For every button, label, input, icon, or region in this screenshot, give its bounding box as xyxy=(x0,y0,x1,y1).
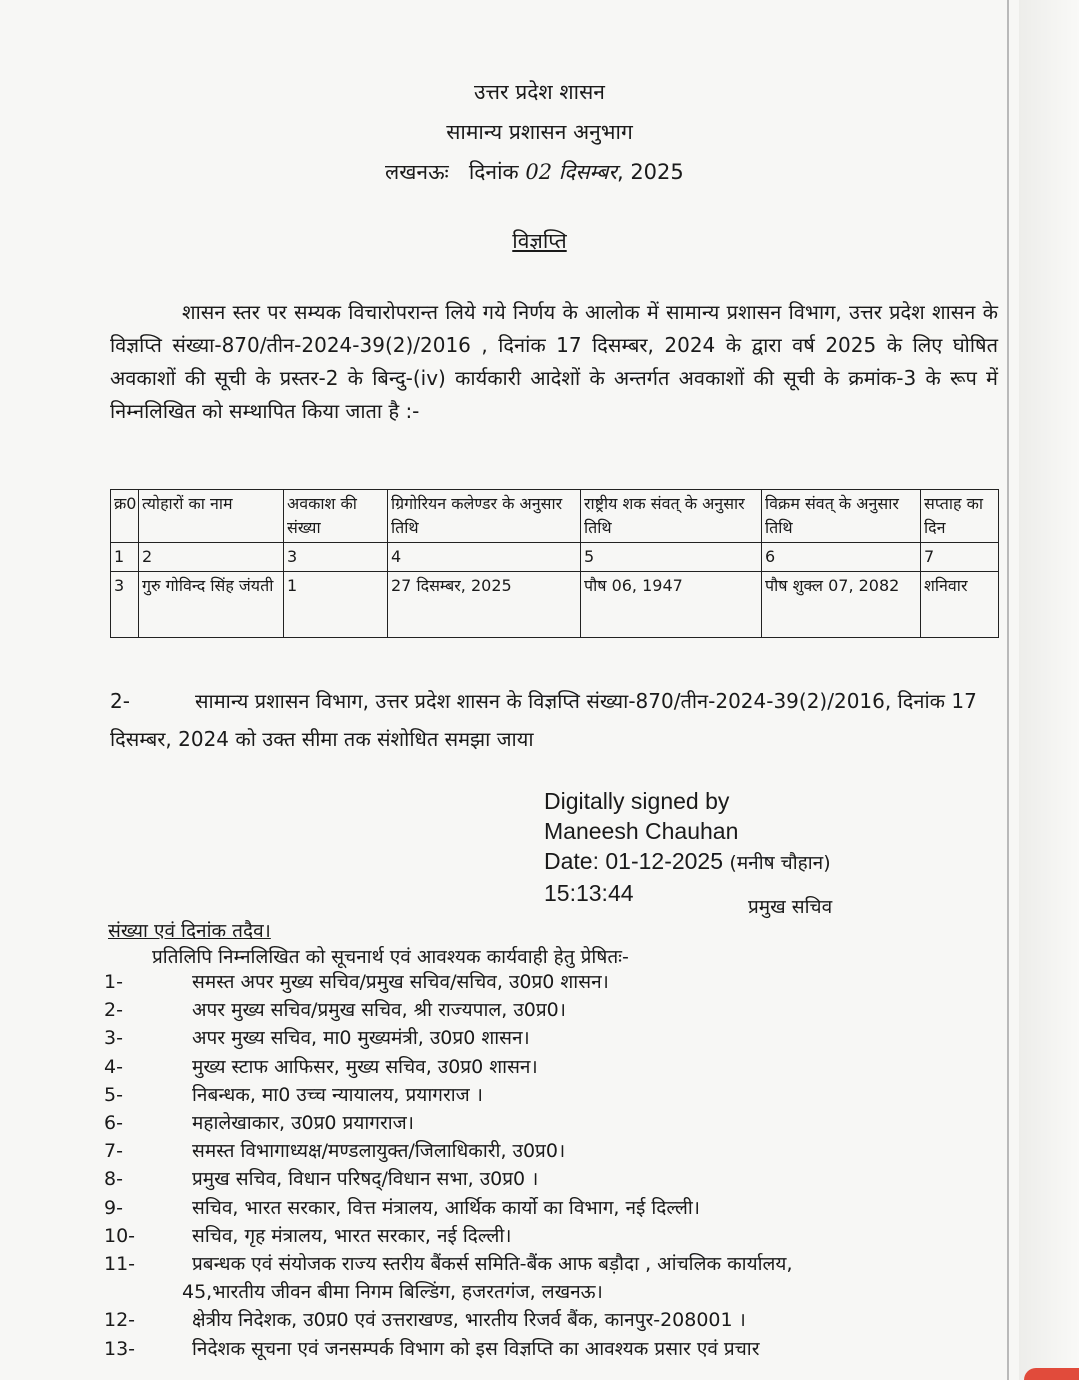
list-text: क्षेत्रीय निदेशक, उ0प्र0 एवं उत्तराखण्ड, भारतीय रिजर्व बैंक, कानपुर-208001 । xyxy=(192,1309,746,1332)
table-header-cell: सप्ताह का दिन xyxy=(921,490,999,543)
page-fold-shadow xyxy=(1019,0,1079,1380)
paragraph-2 xyxy=(110,682,998,758)
table-header-row xyxy=(111,490,999,543)
list-item xyxy=(104,968,1004,996)
signatory-designation: प्रमुख सचिव xyxy=(748,896,833,918)
list-text: समस्त विभागाध्यक्ष/मण्डलायुक्त/जिलाधिकारी, उ0प्र0। xyxy=(192,1140,566,1163)
list-text: मुख्य स्टाफ आफिसर, मुख्य सचिव, उ0प्र0 शासन। xyxy=(192,1055,538,1078)
list-item xyxy=(104,996,1004,1024)
digital-signature-block xyxy=(544,786,831,908)
table-cell: 1 xyxy=(284,572,388,638)
page-edge-line xyxy=(1007,0,1009,1380)
list-text: सचिव, गृह मंत्रालय, भारत सरकार, नई दिल्ली। xyxy=(192,1224,512,1247)
list-item xyxy=(104,1306,1004,1334)
table-header-cell: क्र0 xyxy=(111,490,139,543)
list-item xyxy=(104,1335,1004,1363)
list-item xyxy=(104,1053,1004,1081)
table-row xyxy=(111,572,999,638)
signature-line-2: Maneesh Chauhan xyxy=(544,818,739,844)
table-column-number-row xyxy=(111,543,999,572)
table-cell: 3 xyxy=(284,543,388,572)
table-cell: गुरु गोविन्द सिंह जंयती xyxy=(139,572,284,638)
list-number: 1- xyxy=(104,971,123,993)
list-item xyxy=(104,1137,1004,1165)
signature-line-3: Date: 01-12-2025 xyxy=(544,848,724,874)
list-text: सचिव, भारत सरकार, वित्त मंत्रालय, आर्थिक कार्यो का विभाग, नई दिल्ली। xyxy=(192,1196,700,1219)
list-number: 8- xyxy=(104,1168,123,1191)
list-number: 10- xyxy=(104,1224,136,1247)
table-cell: पौष शुक्ल 07, 2082 xyxy=(762,572,921,638)
table-cell: 3 xyxy=(111,572,139,638)
corner-mark xyxy=(1024,1368,1079,1380)
list-item xyxy=(104,1165,1004,1193)
table-cell: 27 दिसम्बर, 2025 xyxy=(388,572,581,638)
copy-recipient-list xyxy=(104,968,1004,1363)
table-cell: 6 xyxy=(762,543,921,572)
list-item xyxy=(104,1222,1004,1250)
list-number: 7- xyxy=(104,1140,123,1163)
list-text-continued: 45,भारतीय जीवन बीमा निगम बिल्डिंग, हजरतगंज, लखनऊ। xyxy=(182,1281,603,1304)
list-number: 3- xyxy=(104,1027,123,1050)
table-cell: 4 xyxy=(388,543,581,572)
list-number: 9- xyxy=(104,1196,123,1219)
signature-date-row xyxy=(544,846,831,878)
table-cell: 7 xyxy=(921,543,999,572)
list-item xyxy=(104,1109,1004,1137)
date-month-handwritten: दिसम्बर xyxy=(558,160,617,184)
table-header-cell: त्योहारों का नाम xyxy=(139,490,284,543)
list-text: अपर मुख्य सचिव/प्रमुख सचिव, श्री राज्यपाल, उ0प्र0। xyxy=(192,999,566,1022)
signature-line-1: Digitally signed by xyxy=(544,788,730,814)
paragraph-1-text: शासन स्तर पर सम्यक विचारोपरान्त लिये गये निर्णय के आलोक में सामान्य प्रशासन विभाग, उत्तर प्रदेश शासन के विज्ञप्ति संख्या-870/तीन-2024-39(2)/2016 , दिनांक 17 दिसम्बर, 2024 के द्वारा वर्ष 2025 के लिए घोषित अवकाशों की सूची के प्रस्तर-2 के बिन्दु-(iv) कार्यकारी आदेशों के अन्तर्गत अवकाशों की सूची के क्रमांक-3 के रूप में निम्नलिखित को सम्थापित किया जाता है :- xyxy=(110,300,999,423)
paragraph-2-number: 2- xyxy=(110,689,130,713)
table-cell: 1 xyxy=(111,543,139,572)
table-cell: 5 xyxy=(581,543,762,572)
table-cell: पौष 06, 1947 xyxy=(581,572,762,638)
paragraph-1 xyxy=(110,296,998,428)
list-number: 4- xyxy=(104,1055,123,1078)
list-number: 11- xyxy=(104,1253,136,1276)
list-text: निबन्धक, मा0 उच्च न्यायालय, प्रयागराज । xyxy=(192,1083,483,1106)
table-header-cell: राष्ट्रीय शक संवत् के अनुसार तिथि xyxy=(581,490,762,543)
list-number: 12- xyxy=(104,1309,136,1332)
list-number: 2- xyxy=(104,999,123,1022)
reference-line: संख्या एवं दिनांक तदैव। xyxy=(108,920,271,942)
list-text: अपर मुख्य सचिव, मा0 मुख्यमंत्री, उ0प्र0 शासन। xyxy=(192,1027,530,1050)
list-number: 5- xyxy=(104,1083,123,1106)
signatory-name: (मनीष चौहान) xyxy=(729,852,831,874)
table-cell: 2 xyxy=(139,543,284,572)
date-prefix: दिनांक xyxy=(468,160,519,184)
table-header-cell: विक्रम संवत् के अनुसार तिथि xyxy=(762,490,921,543)
govt-heading: उत्तर प्रदेश शासन xyxy=(474,80,605,104)
list-text: निदेशक सूचना एवं जनसम्पर्क विभाग को इस विज्ञप्ति का आवश्यक प्रसार एवं प्रचार xyxy=(192,1337,760,1360)
list-number: 13- xyxy=(104,1337,136,1360)
list-item xyxy=(104,1081,1004,1109)
signature-line-4: 15:13:44 xyxy=(544,880,634,906)
list-text: समस्त अपर मुख्य सचिव/प्रमुख सचिव/सचिव, उ0प्र0 शासन। xyxy=(192,971,609,993)
paragraph-2-text: सामान्य प्रशासन विभाग, उत्तर प्रदेश शासन के विज्ञप्ति संख्या-870/तीन-2024-39(2)/2016, दिनांक 17 दिसम्बर, 2024 को उक्त सीमा तक संशोधित समझा जाया xyxy=(110,689,977,751)
list-text: प्रमुख सचिव, विधान परिषद्/विधान सभा, उ0प्र0 । xyxy=(192,1168,539,1191)
list-number: 6- xyxy=(104,1112,123,1135)
date-line xyxy=(385,158,684,186)
section-heading: सामान्य प्रशासन अनुभाग xyxy=(446,120,633,144)
list-text: महालेखाकार, उ0प्र0 प्रयागराज। xyxy=(192,1112,414,1135)
list-item xyxy=(104,1194,1004,1222)
table-cell: शनिवार xyxy=(921,572,999,638)
copy-intro: प्रतिलिपि निम्नलिखित को सूचनार्थ एवं आवश्यक कार्यवाही हेतु प्रेषितः- xyxy=(152,946,629,968)
place-label: लखनऊः xyxy=(385,160,449,184)
notice-title: विज्ञप्ति xyxy=(512,229,567,253)
holiday-table xyxy=(110,489,999,638)
list-item xyxy=(104,1250,1004,1306)
table-header-cell: अवकाश की संख्या xyxy=(284,490,388,543)
date-day-handwritten: 02 xyxy=(525,160,553,184)
table-header-cell: ग्रिगोरियन कलेण्डर के अनुसार तिथि xyxy=(388,490,581,543)
date-year: , 2025 xyxy=(616,160,684,184)
list-item xyxy=(104,1024,1004,1052)
list-text: प्रबन्धक एवं संयोजक राज्य स्तरीय बैंकर्स समिति-बैंक आफ बड़ौदा , आंचलिक कार्यालय, xyxy=(192,1253,793,1276)
